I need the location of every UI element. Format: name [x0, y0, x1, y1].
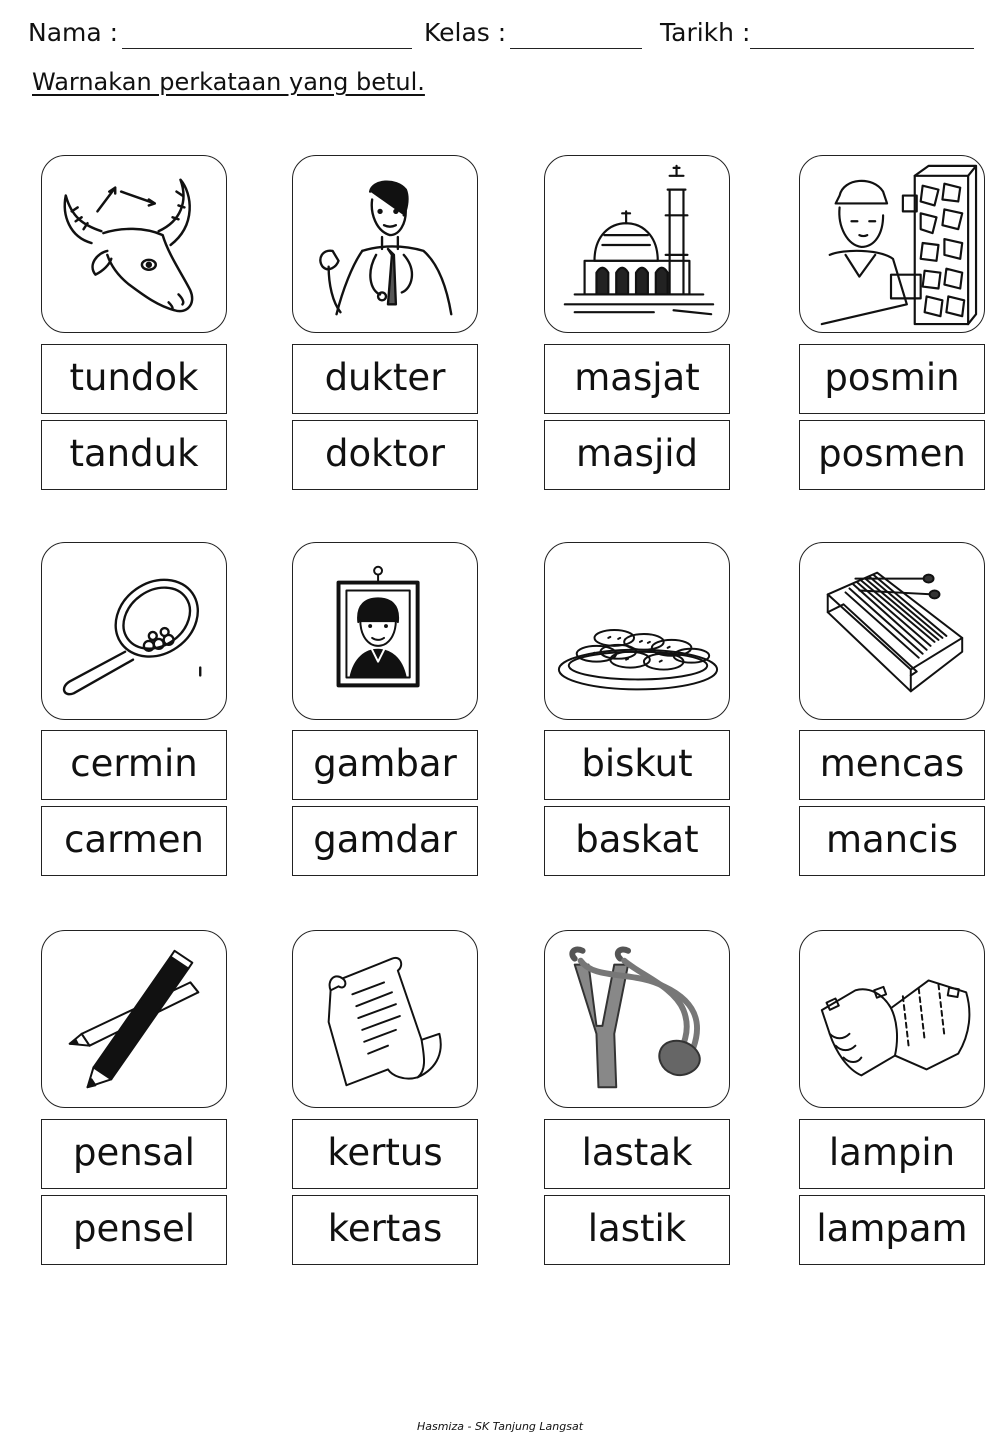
- picture-card-3: [544, 155, 730, 333]
- paper-icon: [293, 931, 477, 1107]
- word-option[interactable]: pensal: [41, 1119, 227, 1189]
- word-option[interactable]: cermin: [41, 730, 227, 800]
- word-option[interactable]: lastak: [544, 1119, 730, 1189]
- word-option[interactable]: tanduk: [41, 420, 227, 490]
- doctor-icon: [293, 156, 477, 332]
- word-option[interactable]: kertus: [292, 1119, 478, 1189]
- slingshot-icon: [545, 931, 729, 1107]
- hand-mirror-icon: [42, 543, 226, 719]
- worksheet-header: [28, 18, 980, 54]
- word-option[interactable]: gamdar: [292, 806, 478, 876]
- footer-credit: Hasmiza - SK Tanjung Langsat: [416, 1420, 584, 1433]
- word-option[interactable]: gambar: [292, 730, 478, 800]
- picture-card-8: [799, 542, 985, 720]
- word-option[interactable]: lastik: [544, 1195, 730, 1265]
- word-option[interactable]: posmen: [799, 420, 985, 490]
- pencils-icon: [42, 931, 226, 1107]
- name-field[interactable]: [122, 48, 412, 49]
- class-label: Kelas :: [424, 18, 507, 47]
- picture-card-9: [41, 930, 227, 1108]
- word-option[interactable]: lampin: [799, 1119, 985, 1189]
- picture-card-11: [544, 930, 730, 1108]
- word-option[interactable]: masjat: [544, 344, 730, 414]
- word-option[interactable]: tundok: [41, 344, 227, 414]
- word-option[interactable]: posmin: [799, 344, 985, 414]
- picture-card-6: [292, 542, 478, 720]
- word-option[interactable]: pensel: [41, 1195, 227, 1265]
- word-option[interactable]: masjid: [544, 420, 730, 490]
- word-option[interactable]: mancis: [799, 806, 985, 876]
- diaper-icon: [800, 931, 984, 1107]
- word-option[interactable]: doktor: [292, 420, 478, 490]
- name-label: Nama :: [28, 18, 119, 47]
- biscuits-plate-icon: [545, 543, 729, 719]
- picture-card-4: [799, 155, 985, 333]
- picture-card-7: [544, 542, 730, 720]
- word-option[interactable]: mencas: [799, 730, 985, 800]
- date-label: Tarikh :: [660, 18, 751, 47]
- mosque-icon: [545, 156, 729, 332]
- date-field[interactable]: [750, 48, 974, 49]
- picture-card-1: [41, 155, 227, 333]
- instruction: Warnakan perkataan yang betul.: [32, 68, 425, 96]
- word-option[interactable]: kertas: [292, 1195, 478, 1265]
- framed-photo-icon: [293, 543, 477, 719]
- word-option[interactable]: lampam: [799, 1195, 985, 1265]
- word-option[interactable]: dukter: [292, 344, 478, 414]
- matchbox-icon: [800, 543, 984, 719]
- postman-icon: [800, 156, 984, 332]
- word-option[interactable]: baskat: [544, 806, 730, 876]
- word-option[interactable]: carmen: [41, 806, 227, 876]
- word-option[interactable]: biskut: [544, 730, 730, 800]
- picture-card-12: [799, 930, 985, 1108]
- picture-card-5: [41, 542, 227, 720]
- picture-card-10: [292, 930, 478, 1108]
- picture-card-2: [292, 155, 478, 333]
- class-field[interactable]: [510, 48, 642, 49]
- buffalo-horns-icon: [42, 156, 226, 332]
